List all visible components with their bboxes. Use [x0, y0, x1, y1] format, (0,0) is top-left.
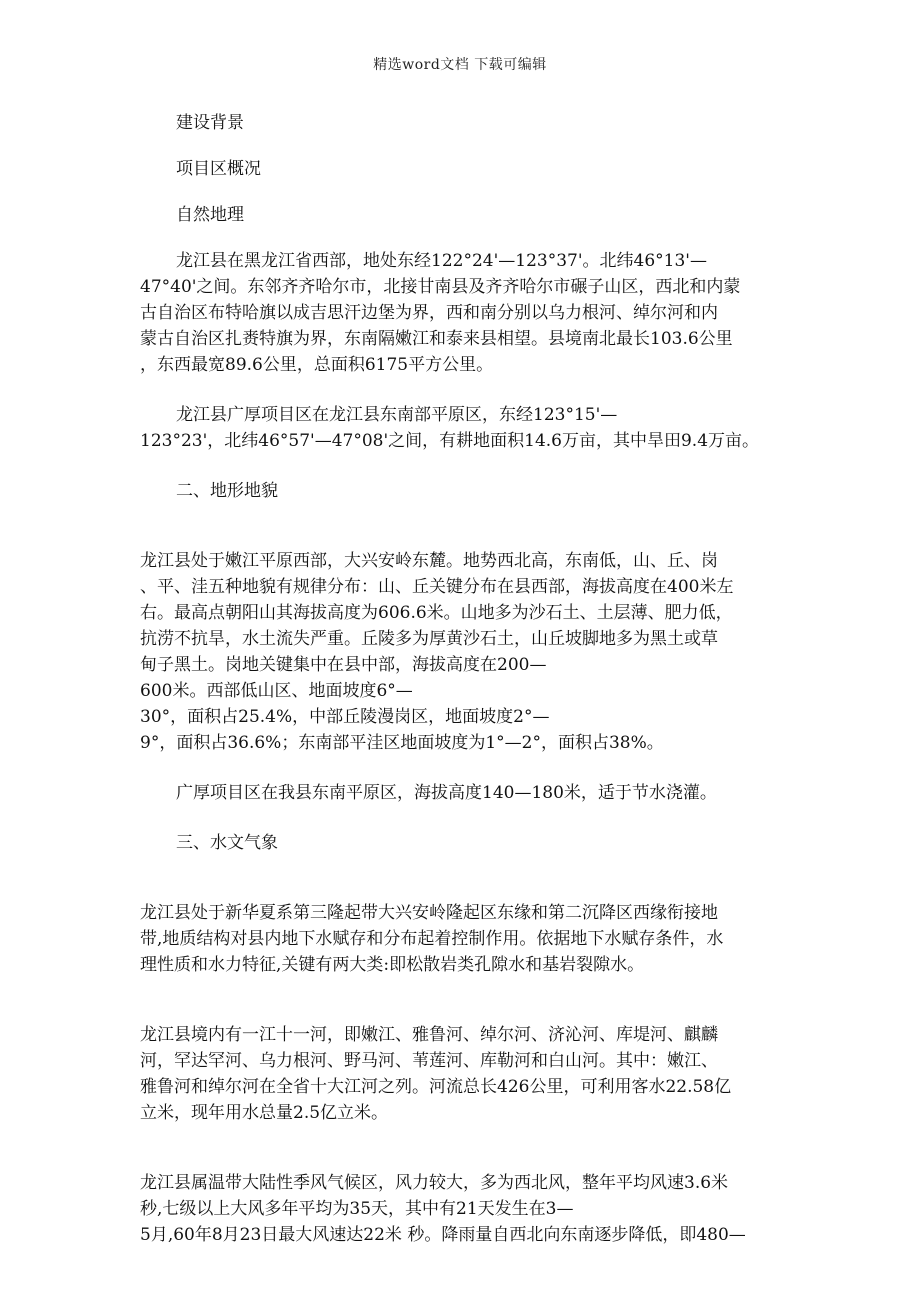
paragraph-terrain [140, 548, 780, 756]
paragraph-climate [140, 1170, 780, 1248]
heading-terrain: 二、地形地貌 [176, 481, 278, 501]
paragraph-line: 龙江县境内有一江十一河，即嫩江、雅鲁河、绰尔河、济沁河、库堤河、麒麟 [140, 1025, 718, 1045]
paragraph-line: 龙江县处于新华夏系第三隆起带大兴安岭隆起区东缘和第二沉降区西缘衔接地 [140, 903, 718, 923]
paragraph-line: 秒,七级以上大风多年平均为35天，其中有21天发生在3— [140, 1199, 574, 1219]
paragraph-line: 龙江县广厚项目区在龙江县东南部平原区，东经123°15'— [176, 405, 618, 425]
paragraph-rivers [140, 1022, 780, 1126]
heading-project-overview: 项目区概况 [176, 159, 261, 179]
paragraph-line: 、平、洼五种地貌有规律分布：山、丘关键分布在县西部，海拔高度在400米左 [140, 577, 734, 597]
paragraph-line: 9°，面积占36.6%；东南部平洼区地面坡度为1°—2°，面积占38%。 [140, 733, 664, 753]
paragraph-line: 123°23'，北纬46°57'—47°08'之间，有耕地面积14.6万亩，其中旱田9.4万亩。 [140, 431, 760, 451]
paragraph-line: 30°，面积占25.4%，中部丘陵漫岗区，地面坡度2°— [140, 707, 550, 727]
paragraph-line: 龙江县处于嫩江平原西部，大兴安岭东麓。地势西北高，东南低，山、丘、岗 [140, 551, 718, 571]
paragraph-line: 抗涝不抗旱，水土流失严重。丘陵多为厚黄沙石土，山丘坡脚地多为黑土或草 [140, 629, 718, 649]
paragraph-line: ，东西最宽89.6公里，总面积6175平方公里。 [140, 355, 494, 375]
paragraph-line: 广厚项目区在我县东南平原区，海拔高度140—180米，适于节水浇灌。 [176, 783, 717, 803]
paragraph-line: 5月,60年8月23日最大风速达22米 秒。降雨量自西北向东南逐步降低，即480— [140, 1225, 746, 1245]
heading-natural-geography: 自然地理 [176, 205, 244, 225]
paragraph-line: 立米，现年用水总量2.5亿立米。 [140, 1103, 389, 1123]
paragraph-line: 河，罕达罕河、乌力根河、野马河、苇莲河、库勒河和白山河。其中：嫩江、 [140, 1051, 718, 1071]
paragraph-project-area [140, 402, 780, 454]
paragraph-line: 47°40'之间。东邻齐齐哈尔市，北接甘南县及齐齐哈尔市碾子山区，西北和内蒙 [140, 277, 741, 297]
paragraph-line: 甸子黑土。岗地关键集中在县中部，海拔高度在200— [140, 655, 547, 675]
paragraph-line: 理性质和水力特征,关键有两大类:即松散岩类孔隙水和基岩裂隙水。 [140, 955, 645, 975]
heading-hydrology: 三、水文气象 [176, 833, 278, 853]
paragraph-line: 龙江县属温带大陆性季风气候区，风力较大，多为西北风，整年平均风速3.6米 [140, 1173, 729, 1193]
paragraph-line: 蒙古自治区扎赉特旗为界，东南隔嫩江和泰来县相望。县境南北最长103.6公里 [140, 329, 733, 349]
paragraph-elevation [140, 780, 780, 806]
paragraph-groundwater [140, 900, 780, 978]
paragraph-line: 龙江县在黑龙江省西部，地处东经122°24'—123°37'。北纬46°13'— [176, 251, 707, 271]
heading-construction-background: 建设背景 [176, 113, 244, 133]
paragraph-line: 雅鲁河和绰尔河在全省十大江河之列。河流总长426公里，可利用客水22.58亿 [140, 1077, 732, 1097]
paragraph-line: 古自治区布特哈旗以成吉思汗边堡为界，西和南分别以乌力根河、绰尔河和内 [140, 303, 718, 323]
paragraph-line: 带,地质结构对县内地下水赋存和分布起着控制作用。依据地下水赋存条件，水 [140, 929, 724, 949]
paragraph-line: 右。最高点朝阳山其海拔高度为606.6米。山地多为沙石土、土层薄、肥力低， [140, 603, 733, 623]
page-header: 精选word文档 下载可编辑 [373, 57, 547, 73]
paragraph-location [140, 248, 780, 378]
document-body [140, 110, 780, 1248]
paragraph-line: 600米。西部低山区、地面坡度6°— [140, 681, 413, 701]
